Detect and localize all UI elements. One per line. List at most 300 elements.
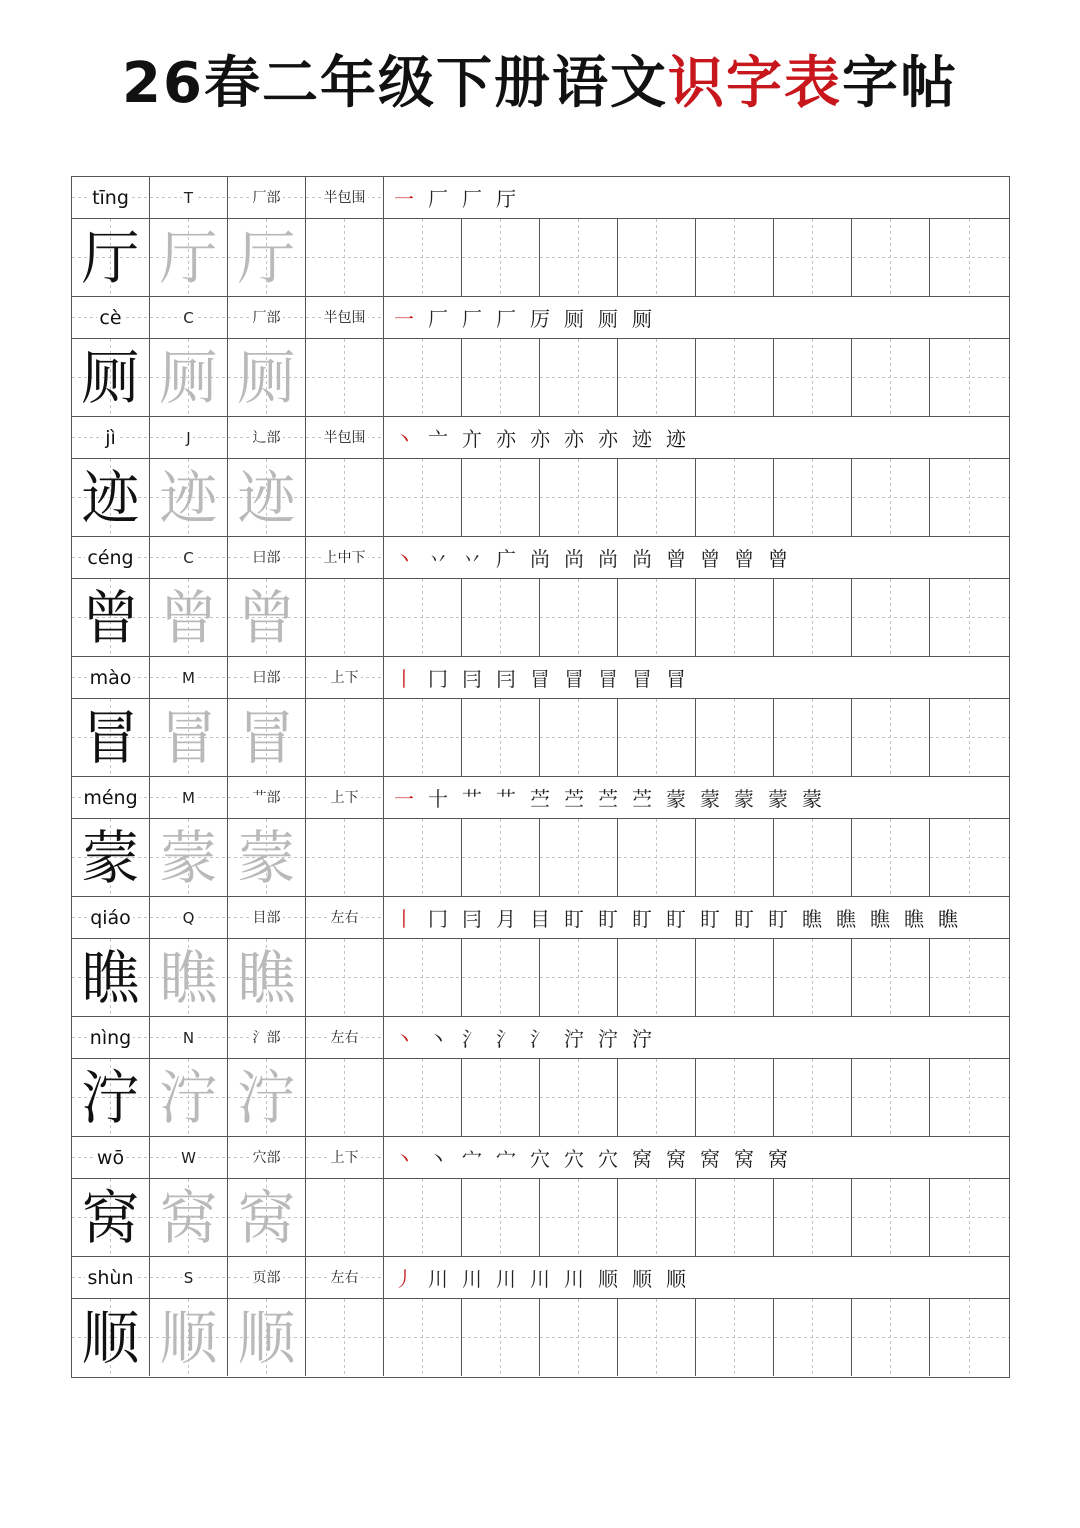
practice-grid-row xyxy=(72,1299,1009,1377)
trace-character: 瞧 xyxy=(228,939,306,1016)
structure-label: 左右 xyxy=(330,1269,359,1286)
trace-character: 蒙 xyxy=(228,819,306,896)
initial-letter-label-cell xyxy=(150,417,228,458)
stroke-step: 蒙 xyxy=(666,787,686,811)
stroke-step: 川 xyxy=(564,1267,584,1291)
empty-practice-cell xyxy=(462,459,540,536)
stroke-step: 厂 xyxy=(462,307,482,331)
stroke-step: 曾 xyxy=(768,547,788,571)
trace-character: 顺 xyxy=(228,1299,306,1376)
empty-practice-cell xyxy=(852,459,930,536)
structure-label: 上中下 xyxy=(323,549,366,566)
stroke-step: 艹 xyxy=(462,787,482,811)
empty-practice-cell xyxy=(774,1059,852,1136)
radical-label: 厂部 xyxy=(252,309,281,326)
stroke-step: 亣 xyxy=(462,427,482,451)
empty-practice-cell xyxy=(696,1299,774,1376)
pinyin-label-cell xyxy=(72,1257,150,1298)
stroke-step: 盯 xyxy=(666,907,686,931)
stroke-step: 迹 xyxy=(632,427,652,451)
empty-practice-cell xyxy=(540,219,618,296)
model-character: 厅 xyxy=(72,219,150,296)
pinyin-label: méng xyxy=(83,786,138,809)
stroke-order-sequence xyxy=(384,777,1009,818)
stroke-step: 穴 xyxy=(530,1147,550,1171)
stroke-order-sequence xyxy=(384,1017,1009,1058)
trace-character: 迹 xyxy=(150,459,228,536)
stroke-order-sequence xyxy=(384,1257,1009,1298)
stroke-step: 冃 xyxy=(496,667,516,691)
trace-character: 窝 xyxy=(150,1179,228,1256)
empty-practice-cell xyxy=(462,579,540,656)
empty-practice-cell xyxy=(462,1299,540,1376)
stroke-order-sequence xyxy=(384,177,1009,218)
stroke-step: 宀 xyxy=(496,1147,516,1171)
stroke-step: 蒙 xyxy=(700,787,720,811)
empty-practice-cell xyxy=(852,1059,930,1136)
empty-practice-cell xyxy=(852,699,930,776)
stroke-step: 冂 xyxy=(428,667,448,691)
character-entry xyxy=(72,777,1009,897)
empty-practice-cell xyxy=(540,1179,618,1256)
stroke-step: 一 xyxy=(394,787,414,811)
character-entry xyxy=(72,177,1009,297)
initial-letter-label: M xyxy=(182,668,195,687)
empty-practice-cell xyxy=(930,1299,1009,1376)
model-character: 泞 xyxy=(72,1059,150,1136)
stroke-step: 穴 xyxy=(598,1147,618,1171)
empty-practice-cell xyxy=(930,459,1009,536)
stroke-step: 十 xyxy=(428,787,448,811)
trace-character: 厕 xyxy=(150,339,228,416)
stroke-step: 亦 xyxy=(564,427,584,451)
empty-practice-cell xyxy=(384,819,462,896)
empty-practice-cell xyxy=(618,339,696,416)
empty-practice-cell xyxy=(540,339,618,416)
practice-grid-row xyxy=(72,699,1009,777)
empty-practice-cell xyxy=(306,579,384,656)
trace-character: 顺 xyxy=(150,1299,228,1376)
stroke-step: 尚 xyxy=(598,547,618,571)
structure-label-cell xyxy=(306,1257,384,1298)
trace-character: 迹 xyxy=(228,459,306,536)
stroke-step: 厕 xyxy=(632,307,652,331)
structure-label-cell xyxy=(306,657,384,698)
stroke-step: 顺 xyxy=(598,1267,618,1291)
stroke-step: 丿 xyxy=(394,1267,414,1291)
stroke-step: 苎 xyxy=(598,787,618,811)
pinyin-label: jì xyxy=(105,426,116,449)
initial-letter-label: W xyxy=(181,1148,196,1167)
stroke-step: 尚 xyxy=(530,547,550,571)
radical-label: 目部 xyxy=(252,909,281,926)
stroke-step: 一 xyxy=(394,187,414,211)
model-character: 顺 xyxy=(72,1299,150,1376)
structure-label: 左右 xyxy=(330,909,359,926)
stroke-step: 厂 xyxy=(462,187,482,211)
empty-practice-cell xyxy=(618,459,696,536)
empty-practice-cell xyxy=(696,819,774,896)
stroke-step: 厂 xyxy=(428,187,448,211)
structure-label: 半包围 xyxy=(323,189,366,206)
character-entry xyxy=(72,1137,1009,1257)
empty-practice-cell xyxy=(306,219,384,296)
practice-grid-row xyxy=(72,459,1009,537)
structure-label-cell xyxy=(306,297,384,338)
initial-letter-label: M xyxy=(182,788,195,807)
character-entry xyxy=(72,537,1009,657)
stroke-step: 目 xyxy=(530,907,550,931)
stroke-step: 厅 xyxy=(496,187,516,211)
stroke-step: 冃 xyxy=(462,667,482,691)
empty-practice-cell xyxy=(852,339,930,416)
radical-label-cell xyxy=(228,897,306,938)
radical-label-cell xyxy=(228,417,306,458)
structure-label-cell xyxy=(306,777,384,818)
stroke-step: 宀 xyxy=(462,1147,482,1171)
info-row xyxy=(72,297,1009,339)
stroke-step: 厕 xyxy=(564,307,584,331)
practice-grid-row xyxy=(72,579,1009,657)
empty-practice-cell xyxy=(930,699,1009,776)
stroke-step: 瞧 xyxy=(802,907,822,931)
trace-character: 曾 xyxy=(150,579,228,656)
stroke-step: 厂 xyxy=(496,307,516,331)
empty-practice-cell xyxy=(618,1299,696,1376)
stroke-step: 泞 xyxy=(564,1027,584,1051)
empty-practice-cell xyxy=(384,1179,462,1256)
empty-practice-cell xyxy=(774,339,852,416)
empty-practice-cell xyxy=(384,219,462,296)
empty-practice-cell xyxy=(774,459,852,536)
empty-practice-cell xyxy=(384,699,462,776)
stroke-step: 迹 xyxy=(666,427,686,451)
stroke-order-sequence xyxy=(384,537,1009,578)
stroke-step: 丶 xyxy=(394,1147,414,1171)
pinyin-label-cell xyxy=(72,657,150,698)
stroke-step: 月 xyxy=(496,907,516,931)
practice-grid-row xyxy=(72,939,1009,1017)
empty-practice-cell xyxy=(852,1179,930,1256)
practice-grid-row xyxy=(72,1059,1009,1137)
stroke-step: 丨 xyxy=(394,907,414,931)
empty-practice-cell xyxy=(930,579,1009,656)
empty-practice-cell xyxy=(618,579,696,656)
stroke-step: 广 xyxy=(496,547,516,571)
empty-practice-cell xyxy=(384,459,462,536)
stroke-step: 冒 xyxy=(632,667,652,691)
pinyin-label: shùn xyxy=(87,1266,134,1289)
stroke-step: 川 xyxy=(428,1267,448,1291)
info-row xyxy=(72,1017,1009,1059)
empty-practice-cell xyxy=(384,1299,462,1376)
stroke-step: 苎 xyxy=(564,787,584,811)
stroke-order-sequence xyxy=(384,297,1009,338)
stroke-step: 盯 xyxy=(700,907,720,931)
stroke-step: 窝 xyxy=(632,1147,652,1171)
pinyin-label-cell xyxy=(72,1137,150,1178)
radical-label-cell xyxy=(228,1137,306,1178)
stroke-step: 泞 xyxy=(632,1027,652,1051)
initial-letter-label-cell xyxy=(150,897,228,938)
trace-character: 冒 xyxy=(228,699,306,776)
radical-label-cell xyxy=(228,537,306,578)
character-entry xyxy=(72,1257,1009,1377)
stroke-step: 蒙 xyxy=(734,787,754,811)
character-entry xyxy=(72,1017,1009,1137)
structure-label: 半包围 xyxy=(323,429,366,446)
pinyin-label-cell xyxy=(72,897,150,938)
practice-grid-row xyxy=(72,219,1009,297)
stroke-step: 川 xyxy=(530,1267,550,1291)
pinyin-label: céng xyxy=(87,546,134,569)
model-character: 迹 xyxy=(72,459,150,536)
empty-practice-cell xyxy=(696,699,774,776)
initial-letter-label: T xyxy=(183,188,194,207)
pinyin-label: nìng xyxy=(89,1026,132,1049)
radical-label-cell xyxy=(228,297,306,338)
empty-practice-cell xyxy=(540,1059,618,1136)
structure-label: 上下 xyxy=(330,669,359,686)
structure-label-cell xyxy=(306,537,384,578)
pinyin-label-cell xyxy=(72,777,150,818)
empty-practice-cell xyxy=(540,819,618,896)
trace-character: 厅 xyxy=(228,219,306,296)
stroke-step: 瞧 xyxy=(904,907,924,931)
pinyin-label: cè xyxy=(99,306,122,329)
initial-letter-label-cell xyxy=(150,1017,228,1058)
trace-character: 曾 xyxy=(228,579,306,656)
empty-practice-cell xyxy=(618,1059,696,1136)
character-entry xyxy=(72,417,1009,537)
empty-practice-cell xyxy=(930,1059,1009,1136)
title-part-black: 26春二年级下册语文 xyxy=(122,51,668,116)
stroke-step: 丷 xyxy=(428,547,448,571)
radical-label-cell xyxy=(228,777,306,818)
structure-label-cell xyxy=(306,177,384,218)
empty-practice-cell xyxy=(930,339,1009,416)
structure-label-cell xyxy=(306,417,384,458)
empty-practice-cell xyxy=(696,459,774,536)
empty-practice-cell xyxy=(696,339,774,416)
stroke-step: 冒 xyxy=(530,667,550,691)
trace-character: 泞 xyxy=(150,1059,228,1136)
empty-practice-cell xyxy=(540,459,618,536)
stroke-step: 瞧 xyxy=(836,907,856,931)
practice-grid-row xyxy=(72,819,1009,897)
stroke-step: 盯 xyxy=(632,907,652,931)
trace-character: 蒙 xyxy=(150,819,228,896)
empty-practice-cell xyxy=(774,1299,852,1376)
radical-label-cell xyxy=(228,1017,306,1058)
radical-label: 曰部 xyxy=(252,669,281,686)
pinyin-label: qiáo xyxy=(90,906,131,929)
stroke-step: 尚 xyxy=(632,547,652,571)
stroke-step: 亦 xyxy=(598,427,618,451)
pinyin-label: tīng xyxy=(92,186,129,209)
stroke-step: 丶 xyxy=(394,547,414,571)
initial-letter-label: J xyxy=(186,428,191,447)
stroke-step: 丶 xyxy=(428,1027,448,1051)
info-row xyxy=(72,897,1009,939)
character-entry xyxy=(72,897,1009,1017)
empty-practice-cell xyxy=(306,699,384,776)
empty-practice-cell xyxy=(696,219,774,296)
stroke-step: 盯 xyxy=(768,907,788,931)
stroke-step: 窝 xyxy=(768,1147,788,1171)
pinyin-label-cell xyxy=(72,537,150,578)
empty-practice-cell xyxy=(462,339,540,416)
stroke-step: 丨 xyxy=(394,667,414,691)
empty-practice-cell xyxy=(618,939,696,1016)
stroke-step: 厉 xyxy=(530,307,550,331)
stroke-step: 尚 xyxy=(564,547,584,571)
empty-practice-cell xyxy=(930,939,1009,1016)
stroke-step: 丶 xyxy=(394,427,414,451)
radical-label: 辶部 xyxy=(252,429,281,446)
empty-practice-cell xyxy=(852,939,930,1016)
empty-practice-cell xyxy=(540,579,618,656)
model-character: 曾 xyxy=(72,579,150,656)
empty-practice-cell xyxy=(462,219,540,296)
page-title xyxy=(0,44,1080,124)
pinyin-label-cell xyxy=(72,297,150,338)
stroke-step: 冒 xyxy=(564,667,584,691)
initial-letter-label: C xyxy=(183,548,194,567)
structure-label: 上下 xyxy=(330,1149,359,1166)
info-row xyxy=(72,417,1009,459)
stroke-order-sequence xyxy=(384,897,1009,938)
empty-practice-cell xyxy=(774,819,852,896)
trace-character: 窝 xyxy=(228,1179,306,1256)
empty-practice-cell xyxy=(618,219,696,296)
practice-grid-row xyxy=(72,339,1009,417)
initial-letter-label-cell xyxy=(150,537,228,578)
stroke-step: 顺 xyxy=(666,1267,686,1291)
stroke-step: 艹 xyxy=(496,787,516,811)
empty-practice-cell xyxy=(930,219,1009,296)
stroke-step: 一 xyxy=(394,307,414,331)
stroke-step: 亦 xyxy=(530,427,550,451)
empty-practice-cell xyxy=(306,459,384,536)
stroke-step: 丷 xyxy=(462,547,482,571)
stroke-step: 窝 xyxy=(666,1147,686,1171)
trace-character: 厕 xyxy=(228,339,306,416)
title-part-suffix: 字帖 xyxy=(841,51,958,116)
stroke-step: 苎 xyxy=(530,787,550,811)
empty-practice-cell xyxy=(774,939,852,1016)
stroke-step: 厕 xyxy=(598,307,618,331)
structure-label: 上下 xyxy=(330,789,359,806)
empty-practice-cell xyxy=(852,819,930,896)
stroke-step: 蒙 xyxy=(802,787,822,811)
empty-practice-cell xyxy=(384,579,462,656)
stroke-step: 丶 xyxy=(394,1027,414,1051)
initial-letter-label-cell xyxy=(150,177,228,218)
stroke-step: 盯 xyxy=(598,907,618,931)
empty-practice-cell xyxy=(384,939,462,1016)
stroke-step: 冂 xyxy=(428,907,448,931)
pinyin-label-cell xyxy=(72,177,150,218)
empty-practice-cell xyxy=(774,1179,852,1256)
radical-label: 穴部 xyxy=(252,1149,281,1166)
empty-practice-cell xyxy=(774,579,852,656)
empty-practice-cell xyxy=(774,219,852,296)
stroke-order-sequence xyxy=(384,417,1009,458)
trace-character: 瞧 xyxy=(150,939,228,1016)
empty-practice-cell xyxy=(462,1179,540,1256)
radical-label-cell xyxy=(228,1257,306,1298)
pinyin-label-cell xyxy=(72,417,150,458)
empty-practice-cell xyxy=(306,1059,384,1136)
radical-label: 氵部 xyxy=(252,1029,281,1046)
stroke-step: 瞧 xyxy=(870,907,890,931)
info-row xyxy=(72,177,1009,219)
structure-label-cell xyxy=(306,1137,384,1178)
stroke-step: 曾 xyxy=(734,547,754,571)
stroke-step: 川 xyxy=(462,1267,482,1291)
initial-letter-label: S xyxy=(183,1268,194,1287)
stroke-step: 冃 xyxy=(462,907,482,931)
empty-practice-cell xyxy=(696,1179,774,1256)
character-entry xyxy=(72,297,1009,417)
initial-letter-label-cell xyxy=(150,1137,228,1178)
stroke-step: 曾 xyxy=(666,547,686,571)
model-character: 厕 xyxy=(72,339,150,416)
empty-practice-cell xyxy=(306,1299,384,1376)
practice-grid-row xyxy=(72,1179,1009,1257)
empty-practice-cell xyxy=(696,1059,774,1136)
empty-practice-cell xyxy=(384,1059,462,1136)
trace-character: 冒 xyxy=(150,699,228,776)
stroke-step: 亠 xyxy=(428,427,448,451)
stroke-step: 瞧 xyxy=(938,907,958,931)
empty-practice-cell xyxy=(852,219,930,296)
initial-letter-label-cell xyxy=(150,297,228,338)
structure-label-cell xyxy=(306,897,384,938)
empty-practice-cell xyxy=(618,1179,696,1256)
empty-practice-cell xyxy=(618,699,696,776)
empty-practice-cell xyxy=(462,939,540,1016)
empty-practice-cell xyxy=(306,339,384,416)
empty-practice-cell xyxy=(852,1299,930,1376)
initial-letter-label-cell xyxy=(150,1257,228,1298)
stroke-step: 氵 xyxy=(496,1027,516,1051)
info-row xyxy=(72,1257,1009,1299)
empty-practice-cell xyxy=(462,699,540,776)
pinyin-label: wō xyxy=(96,1146,125,1169)
model-character: 冒 xyxy=(72,699,150,776)
stroke-order-sequence xyxy=(384,657,1009,698)
info-row xyxy=(72,777,1009,819)
info-row xyxy=(72,1137,1009,1179)
stroke-step: 亦 xyxy=(496,427,516,451)
info-row xyxy=(72,657,1009,699)
stroke-step: 氵 xyxy=(530,1027,550,1051)
empty-practice-cell xyxy=(462,819,540,896)
stroke-order-sequence xyxy=(384,1137,1009,1178)
empty-practice-cell xyxy=(618,819,696,896)
stroke-step: 川 xyxy=(496,1267,516,1291)
initial-letter-label: N xyxy=(182,1028,195,1047)
stroke-step: 泞 xyxy=(598,1027,618,1051)
trace-character: 泞 xyxy=(228,1059,306,1136)
empty-practice-cell xyxy=(306,1179,384,1256)
stroke-step: 氵 xyxy=(462,1027,482,1051)
empty-practice-cell xyxy=(306,819,384,896)
initial-letter-label: Q xyxy=(182,908,195,927)
empty-practice-cell xyxy=(540,939,618,1016)
